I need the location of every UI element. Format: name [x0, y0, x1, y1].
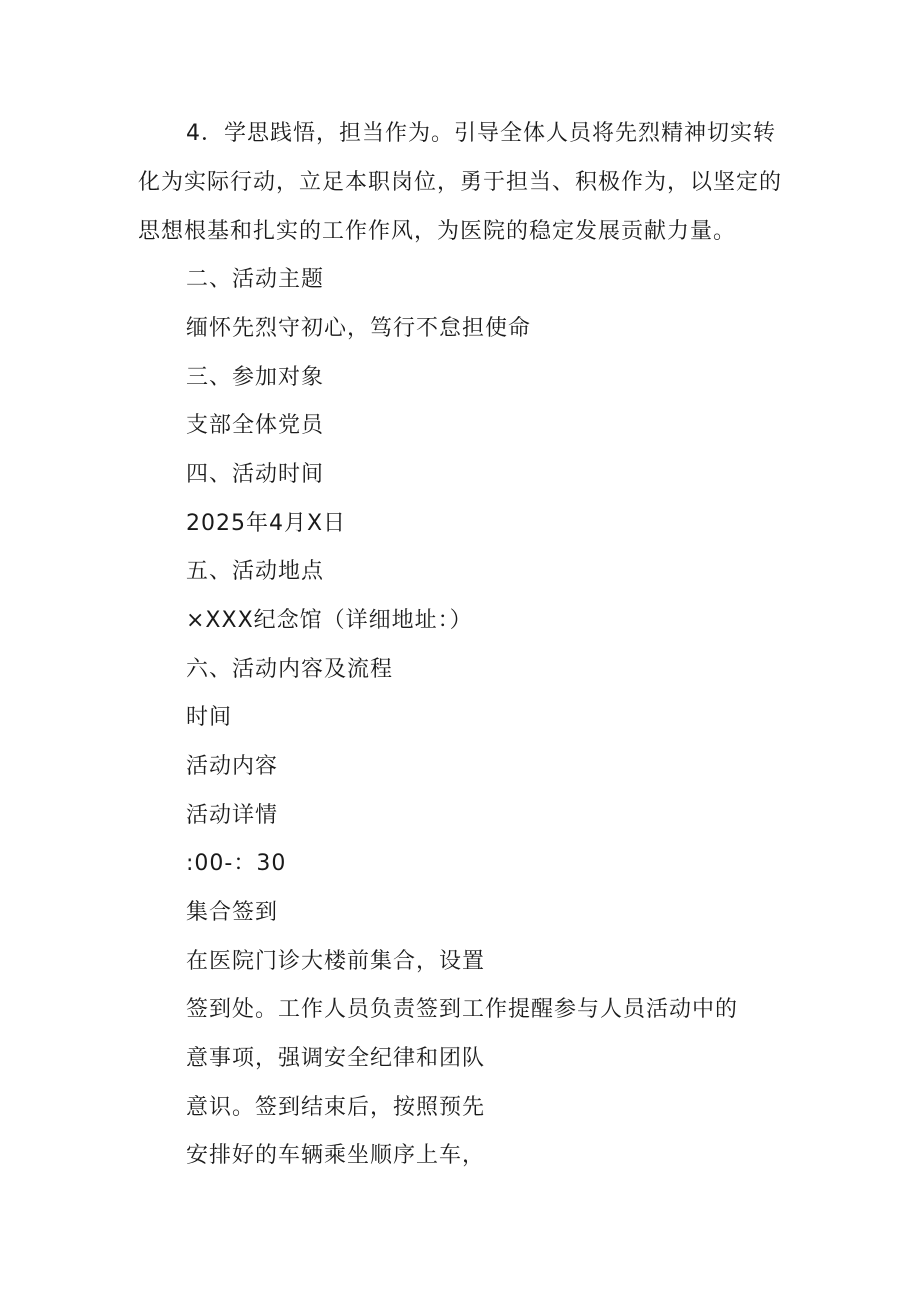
section-2-heading: 二、活动主题 — [186, 267, 325, 292]
section-3-content: 支部全体党员 — [186, 413, 325, 438]
row-1-details-line-4: 意识。签到结束后，按照预先 — [186, 1095, 486, 1120]
section-3-heading: 三、参加对象 — [186, 365, 325, 390]
section-4-content: 2025年4月X日 — [186, 511, 347, 536]
section-2-content: 缅怀先烈守初心，笃行不怠担使命 — [186, 316, 532, 341]
table-header-activity: 活动内容 — [186, 754, 279, 779]
row-1-time: :00-：30 — [186, 851, 287, 876]
row-1-details-line-1: 在医院门诊大楼前集合，设置 — [186, 949, 486, 974]
table-header-details: 活动详情 — [186, 803, 279, 828]
section-6-heading: 六、活动内容及流程 — [186, 657, 394, 682]
row-1-details-line-2: 签到处。工作人员负责签到工作提醒参与人员活动中的 — [186, 997, 739, 1022]
row-1-activity: 集合签到 — [186, 900, 279, 925]
section-5-heading: 五、活动地点 — [186, 559, 325, 584]
paragraph-4-line-1: 4．学思践悟，担当作为。引导全体人员将先烈精神切实转 — [186, 121, 776, 146]
paragraph-4-line-2: 化为实际行动，立足本职岗位，勇于担当、积极作为，以坚定的 — [138, 170, 783, 195]
table-header-time: 时间 — [186, 705, 233, 730]
section-5-content: ×XXX纪念馆（详细地址：） — [186, 608, 473, 633]
section-4-heading: 四、活动时间 — [186, 462, 325, 487]
row-1-details-line-3: 意事项，强调安全纪律和团队 — [186, 1046, 486, 1071]
row-1-details-line-5: 安排好的车辆乘坐顺序上车， — [186, 1143, 486, 1168]
paragraph-4-line-3: 思想根基和扎实的工作作风，为医院的稳定发展贡献力量。 — [138, 219, 737, 244]
